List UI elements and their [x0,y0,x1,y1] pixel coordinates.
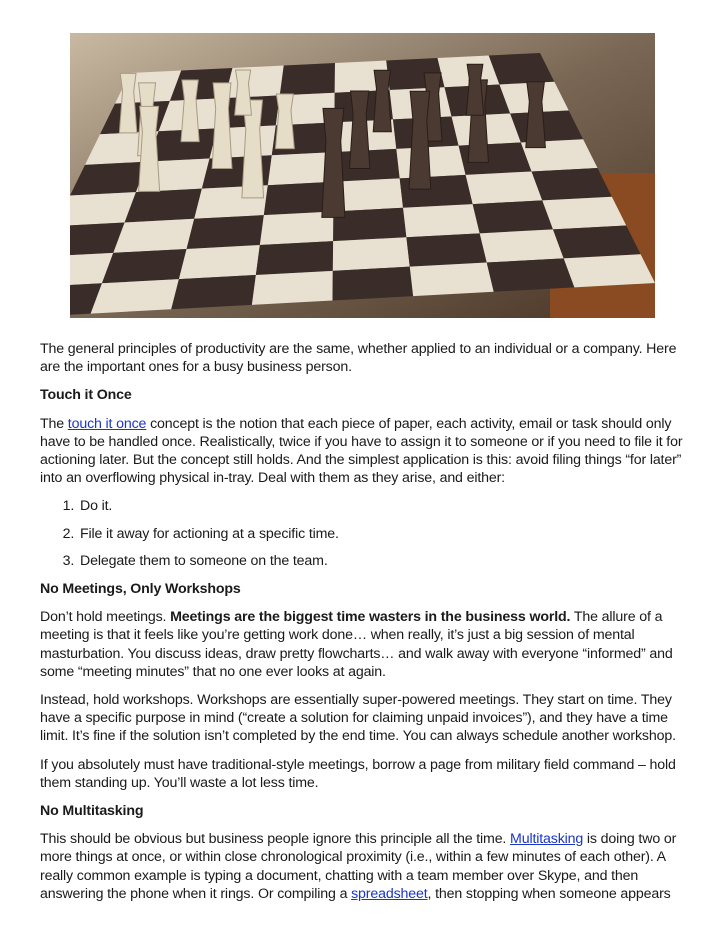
heading-touch-it-once: Touch it Once [40,387,132,404]
heading-no-meetings: No Meetings, Only Workshops [40,581,241,598]
meetings-paragraph-2: Instead, hold workshops. Workshops are essentially super-powered meetings. They start on time. They have a specific purpose in mind (“create a solution for claiming unpaid invoices”), and they have a time limit. It’s fine if the solution isn’t completed by the end time. You can always schedule another workshop. [40,692,676,745]
multitask-paragraph: This should be obvious but business people ignore this principle all the time. Multitasking is doing two or more things at once, or within close chronological proximity (i.e., within a few minutes of each other). A really common example is typing a document, chatting with a team member over Skype, and then answering the phone when it rings. Or compiling a spreadsheet, then stopping when someone appears [40,831,677,902]
article-body [40,340,690,913]
list-item: 1. Do it. [78,497,690,515]
spreadsheet-link[interactable]: spreadsheet [351,885,428,902]
meetings-paragraph-1: Don’t hold meetings. Meetings are the biggest time wasters in the business world. The allure of a meeting is that it feels like you’re getting work done… when really, it’s just a big session of mental masturbation. You discuss ideas, draw pretty flowcharts… and walk away with everyone “informed” and some “meeting minutes” that no one ever looks at again. [40,609,673,680]
heading-no-multitasking: No Multitasking [40,803,144,820]
touch-list [40,497,690,570]
touch-paragraph: The touch it once concept is the notion that each piece of paper, each activity, email or task should only have to be handled once. Realistically, twice if you have to assign it to someone or if you need to file it for actioning later. But the concept still holds. And the simplest application is this: avoid filing things “for later” into an overflowing physical in-tray. Deal with them as they arise, and either: [40,415,683,487]
meetings-paragraph-3: If you absolutely must have traditional-style meetings, borrow a page from military field command – hold them standing up. You’ll waste a lot less time. [40,756,676,791]
chess-board-photo [70,33,655,318]
list-item: 2. File it away for actioning at a specific time. [78,525,690,543]
multitasking-link[interactable]: Multitasking [510,831,584,848]
intro-paragraph: The general principles of productivity are the same, whether applied to an individual or a company. Here are the important ones for a busy business person. [40,341,677,376]
touch-it-once-link[interactable]: touch it once [67,415,147,432]
list-item: 3. Delegate them to someone on the team. [78,552,690,570]
